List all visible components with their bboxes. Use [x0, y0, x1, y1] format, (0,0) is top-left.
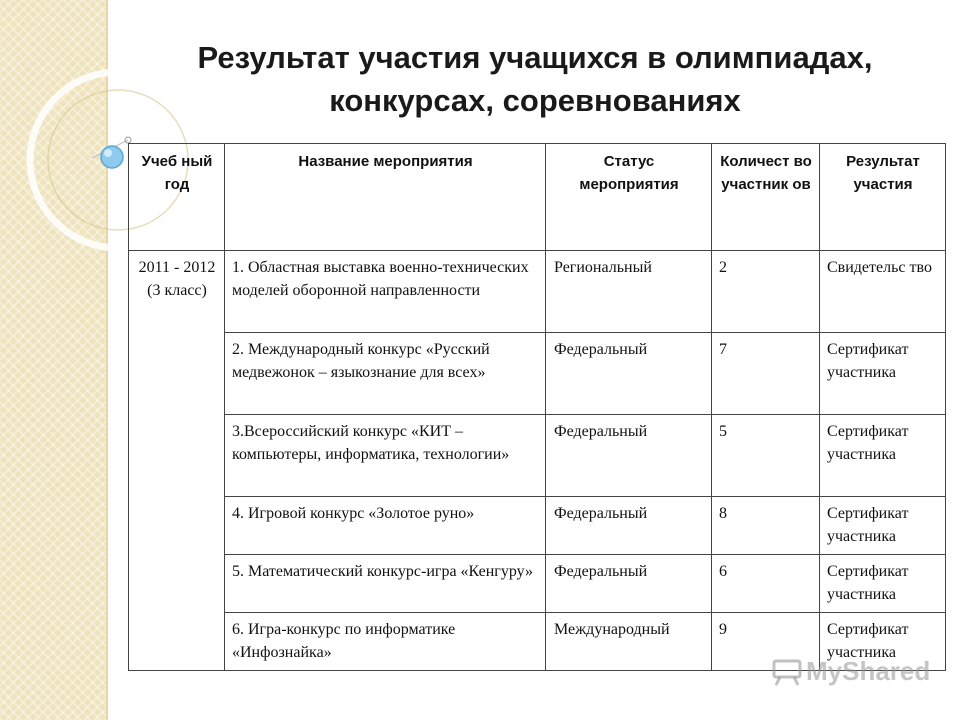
participant-count-cell: 6	[712, 555, 820, 613]
participant-count-cell: 2	[712, 251, 820, 333]
school-year-cell: 2011 - 2012 (3 класс)	[129, 251, 225, 671]
event-name-cell: 3.Всероссийский конкурс «КИТ – компьютеры, информатика, технологии»	[225, 415, 546, 497]
table-row	[129, 251, 946, 333]
header-school-year: Учеб ный год	[129, 144, 225, 251]
table-row	[129, 415, 946, 497]
event-name-cell: 6. Игра-конкурс по информатике «Инфознайка»	[225, 613, 546, 671]
event-status-cell: Федеральный	[546, 555, 712, 613]
result-cell: Сертификат участника	[820, 415, 946, 497]
watermark-logo: MyShared	[806, 656, 931, 686]
result-cell: Сертификат участника	[820, 497, 946, 555]
result-cell: Свидетельс тво	[820, 251, 946, 333]
slide-title-line-2: конкурсах, соревнованиях	[329, 83, 741, 118]
event-status-cell: Федеральный	[546, 415, 712, 497]
header-participant-count: Количест во участник ов	[712, 144, 820, 251]
participant-count-cell: 5	[712, 415, 820, 497]
header-result: Результат участия	[820, 144, 946, 251]
event-name-cell: 5. Математический конкурс-игра «Кенгуру»	[225, 555, 546, 613]
header-event-status: Статус мероприятия	[546, 144, 712, 251]
table-row	[129, 555, 946, 613]
decorative-bubble-highlight	[104, 149, 112, 157]
results-table	[128, 143, 946, 671]
presentation-board-icon	[772, 658, 802, 686]
event-status-cell: Региональный	[546, 251, 712, 333]
slide-title-line-1: Результат участия учащихся в олимпиадах,	[197, 40, 873, 75]
result-cell: Сертификат участника	[820, 333, 946, 415]
event-name-cell: 4. Игровой конкурс «Золотое руно»	[225, 497, 546, 555]
header-event-name: Название мероприятия	[225, 144, 546, 251]
event-name-cell: 1. Областная выставка военно-технических моделей оборонной направленности	[225, 251, 546, 333]
table-header-row	[129, 144, 946, 251]
result-cell: Сертификат участника	[820, 613, 946, 671]
participant-count-cell: 9	[712, 613, 820, 671]
event-name-cell: 2. Международный конкурс «Русский медвежонок – языкознание для всех»	[225, 333, 546, 415]
decorative-blue-bubble	[101, 146, 123, 168]
result-cell: Сертификат участника	[820, 555, 946, 613]
slide-title	[120, 36, 950, 122]
participant-count-cell: 8	[712, 497, 820, 555]
event-status-cell: Федеральный	[546, 333, 712, 415]
event-status-cell: Международный	[546, 613, 712, 671]
table-row	[129, 333, 946, 415]
table-row	[129, 497, 946, 555]
event-status-cell: Федеральный	[546, 497, 712, 555]
participant-count-cell: 7	[712, 333, 820, 415]
